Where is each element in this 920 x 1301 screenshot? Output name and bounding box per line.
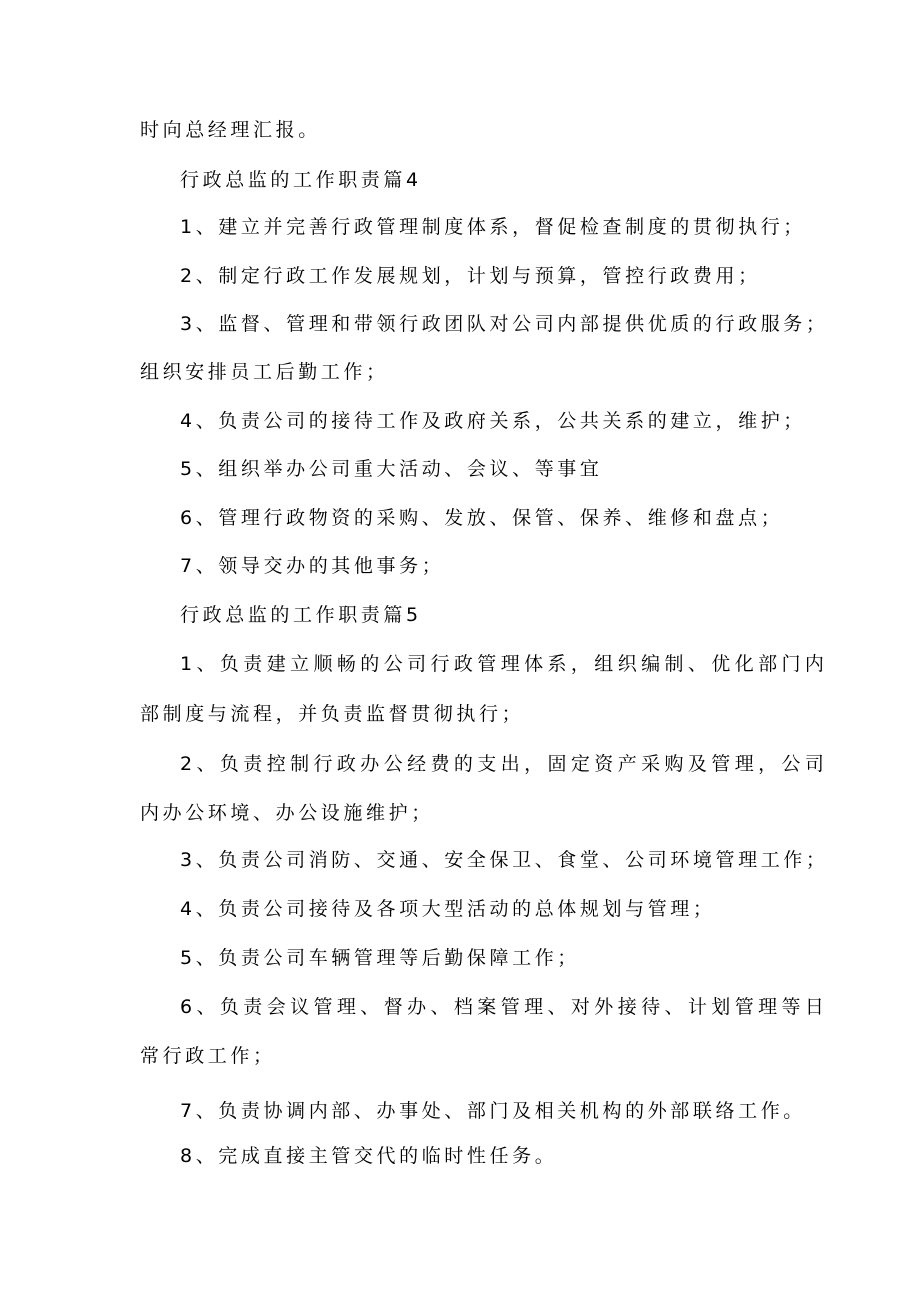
list-item: 1、建立并完善行政管理制度体系，督促检查制度的贯彻执行； xyxy=(180,216,806,238)
list-item-continuation: 常行政工作； xyxy=(140,1045,276,1067)
list-item-continuation: 内办公环境、办公设施维护； xyxy=(140,802,434,824)
list-item: 7、负责协调内部、办事处、部门及相关机构的外部联络工作。 xyxy=(180,1100,806,1122)
list-item: 4、负责公司的接待工作及政府关系，公共关系的建立，维护； xyxy=(180,410,806,432)
paragraph-continuation: 时向总经理汇报。 xyxy=(140,119,321,141)
list-item: 8、完成直接主管交代的临时性任务。 xyxy=(180,1145,558,1167)
list-item: 7、领导交办的其他事务； xyxy=(180,555,445,577)
list-item: 5、负责公司车辆管理等后勤保障工作； xyxy=(180,947,580,969)
list-item: 5、组织举办公司重大活动、会议、等事宜 xyxy=(180,458,603,480)
section-heading-5: 行政总监的工作职责篇5 xyxy=(180,604,422,626)
list-item: 2、制定行政工作发展规划，计划与预算，管控行政费用； xyxy=(180,265,761,287)
list-item-continuation: 部制度与流程，并负责监督贯彻执行； xyxy=(140,703,525,725)
list-item: 3、监督、管理和带领行政团队对公司内部提供优质的行政服务； xyxy=(180,313,829,335)
list-item-continuation: 组织安排员工后勤工作； xyxy=(140,361,389,383)
list-item: 1、负责建立顺畅的公司行政管理体系，组织编制、优化部门内 xyxy=(180,653,829,675)
list-item: 3、负责公司消防、交通、安全保卫、食堂、公司环境管理工作； xyxy=(180,849,829,871)
list-item: 2、负责控制行政办公经费的支出，固定资产采购及管理，公司 xyxy=(180,753,829,775)
section-heading-4: 行政总监的工作职责篇4 xyxy=(180,169,422,191)
list-item: 6、管理行政物资的采购、发放、保管、保养、维修和盘点； xyxy=(180,507,784,529)
list-item: 6、负责会议管理、督办、档案管理、对外接待、计划管理等日 xyxy=(180,996,829,1018)
list-item: 4、负责公司接待及各项大型活动的总体规划与管理； xyxy=(180,898,716,920)
